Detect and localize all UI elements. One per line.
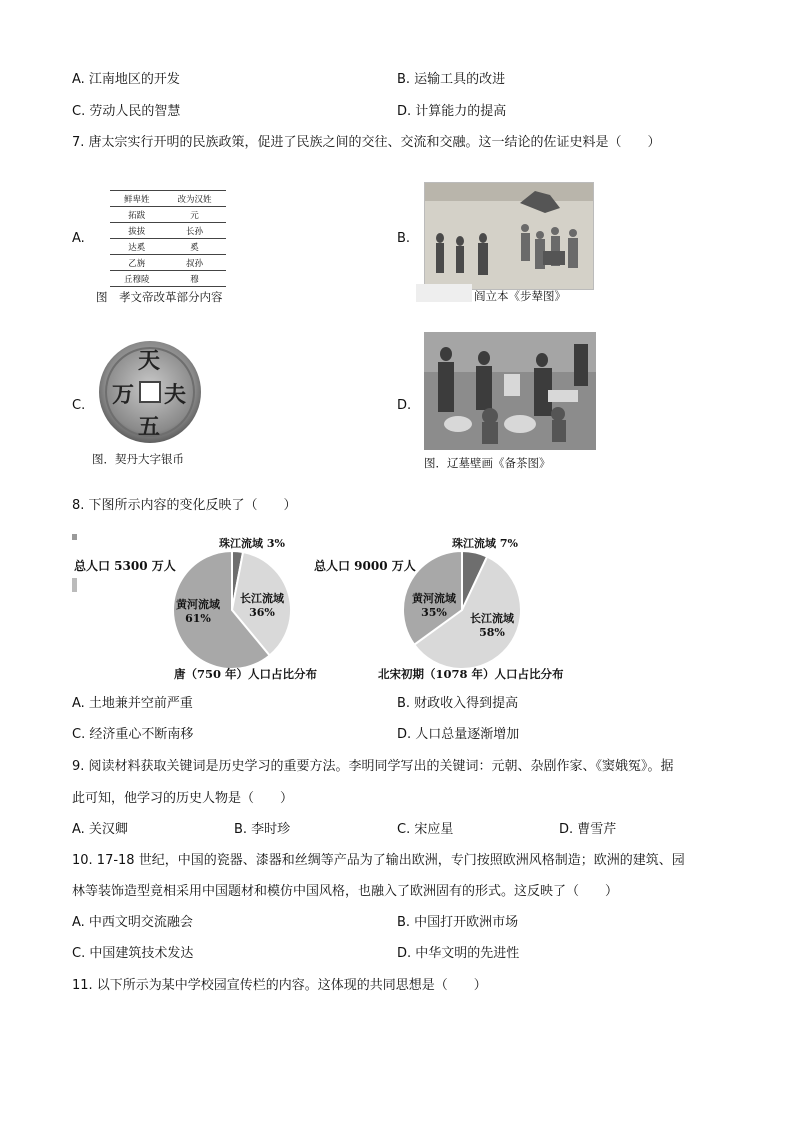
coin-char: 夫 [164, 383, 187, 408]
q10-stem-line2: 林等装饰造型竟相采用中国题材和模仿中国风格，也融入了欧洲固有的形式。这反映了（ ） [72, 884, 619, 899]
chart1-slice-label-yellow: 黄河流域 61% [176, 598, 220, 625]
chart1-slice-label-pearl: 珠江流域 3% [219, 537, 285, 550]
q9-option-c[interactable]: C. 宋应星 [397, 822, 454, 837]
khitan-coin-image [98, 340, 202, 444]
table-cell: 元 [164, 207, 226, 223]
chart1-title: 唐（750 年）人口占比分布 [174, 667, 318, 681]
q9-option-d[interactable]: D. 曹雪芹 [559, 822, 617, 837]
chart2-slice-label-yellow: 黄河流域 35% [412, 592, 456, 619]
q10-option-c[interactable]: C. 中国建筑技术发达 [72, 946, 194, 961]
chart2-slice-label-yangtze: 长江流域 58% [470, 612, 514, 639]
image-smudge [416, 284, 472, 302]
table-row [110, 271, 226, 287]
table-row [110, 255, 226, 271]
table-cell: 穆 [164, 271, 226, 287]
table-cell: 长孙 [164, 223, 226, 239]
table-cell: 拔拔 [110, 223, 164, 239]
chart2-total-label: 总人口 9000 万人 [314, 559, 416, 573]
q10-option-a[interactable]: A. 中西文明交流融会 [72, 915, 193, 930]
q7-stem: 7. 唐太宗实行开明的民族政策，促进了民族之间的交往、交流和交融。这一结论的佐证史料是（ ） [72, 135, 661, 150]
q10-option-b[interactable]: B. 中国打开欧洲市场 [397, 915, 519, 930]
chart1-total-label: 总人口 5300 万人 [74, 559, 176, 573]
chart2-slice-label-pearl: 珠江流域 7% [452, 537, 518, 550]
surname-table [110, 190, 226, 287]
q7-option-b-label[interactable]: B. [397, 231, 411, 246]
q8-option-d[interactable]: D. 人口总量逐渐增加 [397, 727, 520, 742]
table-row [110, 207, 226, 223]
q8-stem: 8. 下图所示内容的变化反映了（ ） [72, 498, 297, 513]
chart2-title: 北宋初期（1078 年）人口占比分布 [378, 667, 564, 681]
bunian-painting-image [424, 182, 594, 290]
table-header: 鲜卑姓 [110, 191, 164, 207]
q6-option-a[interactable]: A. 江南地区的开发 [72, 72, 180, 87]
chart1-slice-label-yangtze: 长江流域 36% [240, 592, 284, 619]
q6-option-d[interactable]: D. 计算能力的提高 [397, 104, 507, 119]
q6-option-c[interactable]: C. 劳动人民的智慧 [72, 104, 181, 119]
caption-c: 图．契丹大字银币 [92, 452, 184, 466]
q8-option-b[interactable]: B. 财政收入得到提高 [397, 696, 519, 711]
table-cell: 奚 [164, 239, 226, 255]
coin-char: 天 [138, 349, 161, 374]
q10-stem-line1: 10. 17-18 世纪，中国的瓷器、漆器和丝绸等产品为了输出欧洲，专门按照欧洲风格制造；欧洲的建筑、园 [72, 853, 685, 868]
q7-option-a-label[interactable]: A. [72, 231, 85, 246]
q11-stem: 11. 以下所示为某中学校园宣传栏的内容。这体现的共同思想是（ ） [72, 978, 487, 993]
table-row [110, 223, 226, 239]
q8-option-c[interactable]: C. 经济重心不断南移 [72, 727, 194, 742]
q9-stem-line1: 9. 阅读材料获取关键词是历史学习的重要方法。李明同学写出的关键词：元朝、杂剧作家、《窦娥冤》。据 [72, 759, 674, 774]
coin-char: 万 [112, 383, 135, 408]
table-cell: 达奚 [110, 239, 164, 255]
q9-stem-line2: 此可知，他学习的历史人物是（ ） [72, 791, 294, 806]
q7-option-d-label[interactable]: D. [397, 398, 412, 413]
tea-mural-image [424, 332, 596, 450]
caption-a: 图 孝文帝改革部分内容 [96, 290, 223, 304]
q9-option-b[interactable]: B. 李时珍 [234, 822, 291, 837]
table-cell: 拓跋 [110, 207, 164, 223]
q6-option-b[interactable]: B. 运输工具的改进 [397, 72, 506, 87]
q8-option-a[interactable]: A. 土地兼并空前严重 [72, 696, 193, 711]
coin-char: 五 [138, 415, 161, 440]
table-row [110, 239, 226, 255]
q10-option-d[interactable]: D. 中华文明的先进性 [397, 946, 520, 961]
caption-d: 图．辽墓壁画《备茶图》 [424, 456, 551, 470]
table-cell: 乙旃 [110, 255, 164, 271]
caption-b: 阎立本《步辇图》 [474, 289, 566, 303]
table-cell: 丘穆陵 [110, 271, 164, 287]
table-cell: 叔孙 [164, 255, 226, 271]
table-header: 改为汉姓 [164, 191, 226, 207]
q7-option-c-label[interactable]: C. [72, 398, 86, 413]
q9-option-a[interactable]: A. 关汉卿 [72, 822, 128, 837]
